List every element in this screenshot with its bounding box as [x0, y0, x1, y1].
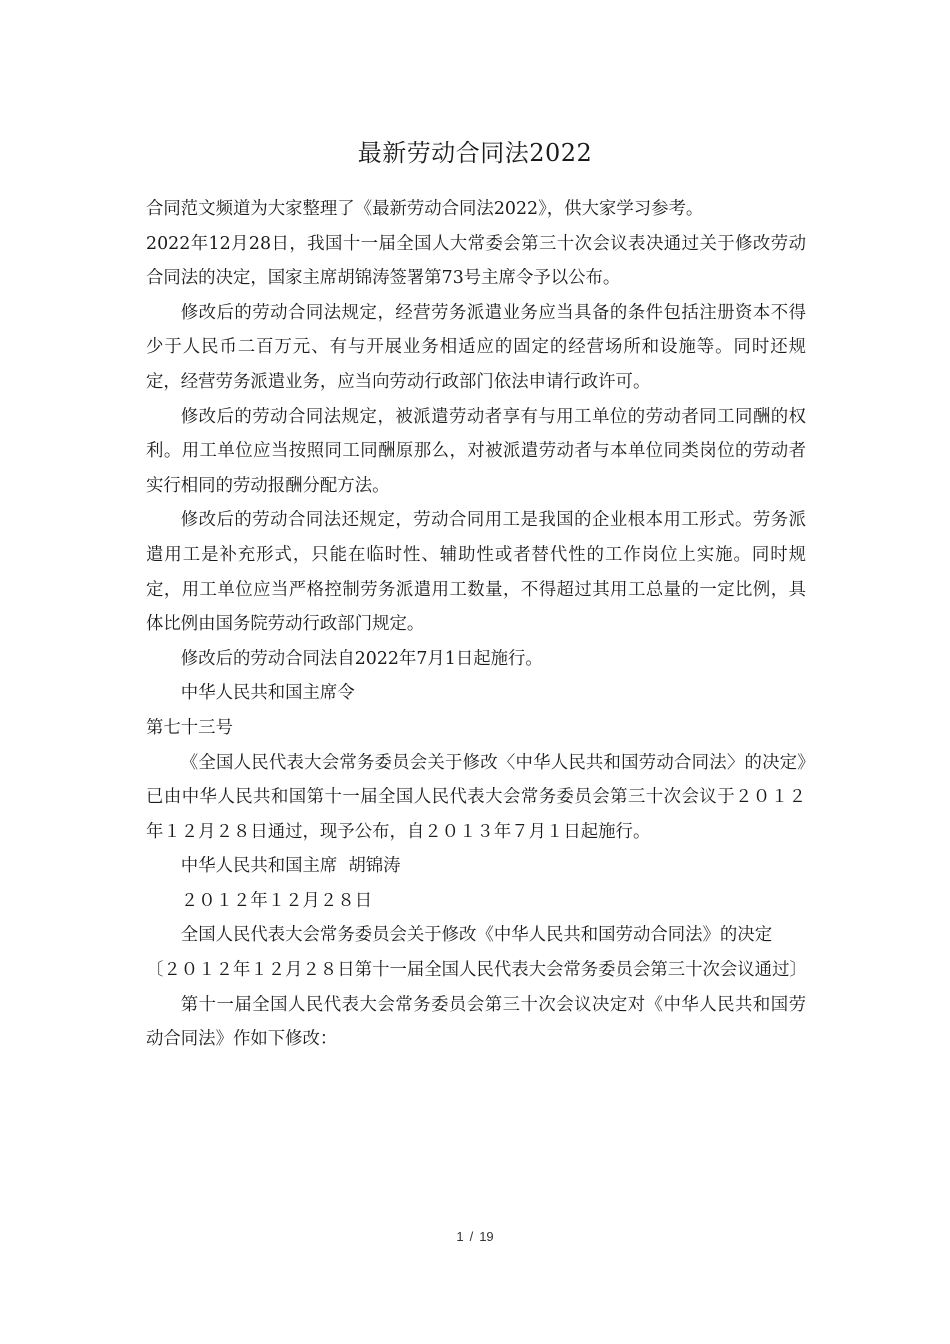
current-page-number: 1	[456, 1229, 464, 1244]
page-separator: /	[469, 1229, 474, 1244]
paragraph-decision-title: 全国人民代表大会常务委员会关于修改《中华人民共和国劳动合同法》的决定	[180, 925, 773, 946]
paragraph-decree-heading: 中华人民共和国主席令	[180, 683, 355, 704]
document-title: 最新劳动合同法2022	[357, 139, 593, 167]
total-pages: 19	[479, 1229, 494, 1244]
paragraph-intro: 合同范文频道为大家整理了《最新劳动合同法2022》，供大家学习参考。	[146, 199, 704, 219]
document-body	[146, 192, 806, 1057]
paragraph-employment-forms: 修改后的劳动合同法还规定，劳动合同用工是我国的企业根本用工形式。劳务派遣用工是补充形式，只能在临时性、辅助性或者替代性的工作岗位上实施。同时规定，用工单位应当严格控制劳务派遣用工数量，不得超过其用工总量的一定比例，具体比例由国务院劳动行政部门规定。	[146, 510, 806, 635]
paragraph-signature: 中华人民共和国主席 胡锦涛	[180, 856, 401, 877]
paragraph-equal-pay: 修改后的劳动合同法规定，被派遣劳动者享有与用工单位的劳动者同工同酬的权利。用工单位应当按照同工同酬原那么，对被派遣劳动者与本单位同类岗位的劳动者实行相同的劳动报酬分配方法。	[146, 406, 806, 496]
paragraph-announcement: 2022年12月28日，我国十一届全国人大常委会第三十次会议表决通过关于修改劳动合同法的决定，国家主席胡锦涛签署第73号主席令予以公布。	[146, 233, 806, 289]
page-number	[0, 1229, 950, 1244]
paragraph-decree-number: 第七十三号	[146, 717, 233, 738]
paragraph-amendment-intro: 第十一届全国人民代表大会常务委员会第三十次会议决定对《中华人民共和国劳动合同法》作如下修改：	[146, 994, 806, 1050]
paragraph-effective-date: 修改后的劳动合同法自2022年7月1日起施行。	[180, 648, 543, 669]
paragraph-signature-date: ２０１２年１２月２８日	[180, 890, 373, 911]
paragraph-dispatch-conditions: 修改后的劳动合同法规定，经营劳务派遣业务应当具备的条件包括注册资本不得少于人民币二百万元、有与开展业务相适应的固定的经营场所和设施等。同时还规定，经营劳务派遣业务，应当向劳动行政部门依法申请行政许可。	[146, 302, 806, 392]
paragraph-decree-text: 《全国人民代表大会常务委员会关于修改〈中华人民共和国劳动合同法〉的决定》已由中华人民共和国第十一届全国人民代表大会常务委员会第三十次会议于２０１２年１２月２８日通过，现予公布，自２０１３年７月１日起施行。	[146, 752, 806, 842]
paragraph-adoption-note: 〔２０１２年１２月２８日第十一届全国人民代表大会常务委员会第三十次会议通过〕	[146, 960, 807, 981]
